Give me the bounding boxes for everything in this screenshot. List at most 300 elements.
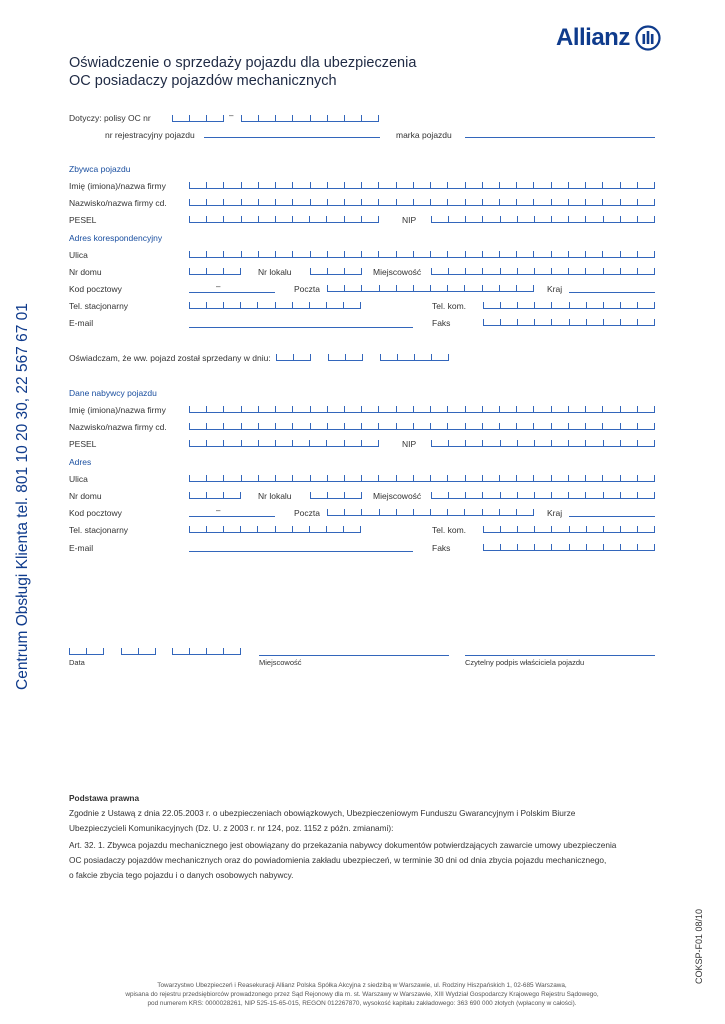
box-divider xyxy=(223,302,224,309)
buyer-country-field[interactable] xyxy=(569,516,655,517)
box-divider xyxy=(551,199,552,206)
box-divider xyxy=(654,492,655,499)
box-divider xyxy=(533,251,534,258)
box-divider xyxy=(258,475,259,482)
box-divider xyxy=(189,648,190,655)
box-divider xyxy=(344,509,345,516)
box-divider xyxy=(620,182,621,189)
box-divider xyxy=(602,199,603,206)
seller-fax-label: Faks xyxy=(432,318,451,328)
box-divider xyxy=(568,251,569,258)
box-divider xyxy=(551,268,552,275)
page-title: Oświadczenie o sprzedaży pojazdu dla ubezpieczenia OC posiadaczy pojazdów mechanicznych xyxy=(69,55,417,89)
box-divider xyxy=(344,115,345,122)
buyer-street-boxes[interactable] xyxy=(189,474,655,482)
box-divider xyxy=(654,423,655,430)
box-divider xyxy=(275,199,276,206)
box-divider xyxy=(516,475,517,482)
buyer-name-label: Imię (imiona)/nazwa firmy xyxy=(69,405,166,415)
box-divider xyxy=(257,526,258,533)
buyer-phone-boxes[interactable] xyxy=(189,525,361,533)
buyer-house-boxes[interactable] xyxy=(189,491,241,499)
box-divider xyxy=(500,492,501,499)
box-divider xyxy=(413,285,414,292)
box-divider xyxy=(551,423,552,430)
box-divider xyxy=(189,199,190,206)
buyer-flat-boxes[interactable] xyxy=(310,491,362,499)
box-divider xyxy=(637,423,638,430)
box-divider xyxy=(620,268,621,275)
box-divider xyxy=(206,251,207,258)
policy-number-part1-boxes[interactable] xyxy=(172,114,224,122)
box-divider xyxy=(345,354,346,361)
box-divider xyxy=(344,285,345,292)
box-divider xyxy=(223,216,224,223)
box-divider xyxy=(361,251,362,258)
box-divider xyxy=(380,354,381,361)
box-divider xyxy=(223,115,224,122)
buyer-house-label: Nr domu xyxy=(69,491,102,501)
seller-flat-boxes[interactable] xyxy=(310,267,362,275)
box-divider xyxy=(206,268,207,275)
box-divider xyxy=(516,509,517,516)
box-divider xyxy=(189,423,190,430)
box-divider xyxy=(309,526,310,533)
box-divider xyxy=(343,526,344,533)
reg-number-field[interactable] xyxy=(204,137,380,138)
box-divider xyxy=(516,182,517,189)
box-divider xyxy=(378,423,379,430)
box-divider xyxy=(275,406,276,413)
box-divider xyxy=(327,199,328,206)
box-divider xyxy=(517,216,518,223)
box-divider xyxy=(293,354,294,361)
box-divider xyxy=(637,182,638,189)
box-divider xyxy=(654,199,655,206)
policy-label: Dotyczy: polisy OC nr xyxy=(69,113,151,123)
box-divider xyxy=(585,440,586,447)
box-divider xyxy=(206,526,207,533)
box-divider xyxy=(361,115,362,122)
signature-place-label: Miejscowość xyxy=(259,658,302,667)
box-divider xyxy=(310,354,311,361)
vehicle-make-field[interactable] xyxy=(465,137,655,138)
seller-house-boxes[interactable] xyxy=(189,267,241,275)
box-divider xyxy=(206,216,207,223)
signature-date-day-boxes[interactable] xyxy=(69,647,104,655)
box-divider xyxy=(189,440,190,447)
box-divider xyxy=(465,199,466,206)
box-divider xyxy=(637,526,638,533)
box-divider xyxy=(585,406,586,413)
box-divider xyxy=(430,199,431,206)
box-divider xyxy=(533,423,534,430)
box-divider xyxy=(241,475,242,482)
box-divider xyxy=(430,406,431,413)
box-divider xyxy=(430,285,431,292)
box-divider xyxy=(464,285,465,292)
box-divider xyxy=(327,406,328,413)
box-divider xyxy=(240,268,241,275)
sale-date-day-boxes[interactable] xyxy=(276,353,311,361)
seller-pesel-boxes[interactable] xyxy=(189,215,379,223)
signature-date-label: Data xyxy=(69,658,85,667)
box-divider xyxy=(309,302,310,309)
box-divider xyxy=(603,302,604,309)
box-divider xyxy=(586,526,587,533)
box-divider xyxy=(637,544,638,551)
box-divider xyxy=(413,251,414,258)
box-divider xyxy=(275,216,276,223)
box-divider xyxy=(585,475,586,482)
box-divider xyxy=(414,354,415,361)
box-divider xyxy=(326,302,327,309)
signature-label: Czytelny podpis właściciela pojazdu xyxy=(465,658,585,667)
box-divider xyxy=(257,302,258,309)
box-divider xyxy=(396,182,397,189)
box-divider xyxy=(551,440,552,447)
box-divider xyxy=(448,440,449,447)
box-divider xyxy=(258,115,259,122)
seller-post-boxes[interactable] xyxy=(327,284,534,292)
form-code: COKSP-F01 08/10 xyxy=(694,908,704,984)
box-divider xyxy=(292,302,293,309)
seller-postcode-field[interactable] xyxy=(189,292,275,293)
box-divider xyxy=(327,268,328,275)
box-divider xyxy=(327,182,328,189)
box-divider xyxy=(361,199,362,206)
seller-surname-label: Nazwisko/nazwa firmy cd. xyxy=(69,198,167,208)
buyer-surname-boxes[interactable] xyxy=(189,422,655,430)
signature-field[interactable] xyxy=(465,655,655,656)
box-divider xyxy=(413,406,414,413)
box-divider xyxy=(465,475,466,482)
buyer-fax-label: Faks xyxy=(432,543,451,553)
box-divider xyxy=(327,423,328,430)
box-divider xyxy=(483,302,484,309)
buyer-email-label: E-mail xyxy=(69,543,94,553)
seller-country-field[interactable] xyxy=(569,292,655,293)
box-divider xyxy=(413,509,414,516)
reg-number-label: nr rejestracyjny pojazdu xyxy=(105,130,195,140)
box-divider xyxy=(241,406,242,413)
box-divider xyxy=(551,182,552,189)
box-divider xyxy=(517,302,518,309)
seller-phone-label: Tel. stacjonarny xyxy=(69,301,129,311)
box-divider xyxy=(378,440,379,447)
box-divider xyxy=(499,475,500,482)
buyer-surname-label: Nazwisko/nazwa firmy cd. xyxy=(69,422,167,432)
box-divider xyxy=(447,509,448,516)
seller-name-label: Imię (imiona)/nazwa firmy xyxy=(69,181,166,191)
signature-date-month-boxes[interactable] xyxy=(121,647,156,655)
box-divider xyxy=(483,319,484,326)
box-divider xyxy=(447,475,448,482)
box-divider xyxy=(310,492,311,499)
buyer-street-label: Ulica xyxy=(69,474,88,484)
buyer-fax-boxes[interactable] xyxy=(483,543,655,551)
box-divider xyxy=(396,423,397,430)
box-divider xyxy=(568,475,569,482)
box-divider xyxy=(568,492,569,499)
box-divider xyxy=(378,251,379,258)
box-divider xyxy=(551,216,552,223)
box-divider xyxy=(206,182,207,189)
buyer-city-label: Miejscowość xyxy=(373,491,422,501)
box-divider xyxy=(69,648,70,655)
policy-number-part2-boxes[interactable] xyxy=(241,114,379,122)
allianz-eagle-icon xyxy=(635,25,661,51)
box-divider xyxy=(533,406,534,413)
box-divider xyxy=(223,406,224,413)
buyer-post-boxes[interactable] xyxy=(327,508,534,516)
seller-fax-boxes[interactable] xyxy=(483,318,655,326)
buyer-mobile-label: Tel. kom. xyxy=(432,525,467,535)
signature-date-year-boxes[interactable] xyxy=(172,647,241,655)
box-divider xyxy=(637,406,638,413)
box-divider xyxy=(431,492,432,499)
sale-date-month-boxes[interactable] xyxy=(328,353,363,361)
box-divider xyxy=(241,423,242,430)
box-divider xyxy=(637,492,638,499)
box-divider xyxy=(534,302,535,309)
box-divider xyxy=(516,199,517,206)
box-divider xyxy=(189,406,190,413)
box-divider xyxy=(551,492,552,499)
box-divider xyxy=(189,115,190,122)
buyer-postcode-field[interactable] xyxy=(189,516,275,517)
box-divider xyxy=(275,302,276,309)
box-divider xyxy=(568,406,569,413)
box-divider xyxy=(327,509,328,516)
box-divider xyxy=(620,423,621,430)
box-divider xyxy=(568,440,569,447)
box-divider xyxy=(275,526,276,533)
seller-nip-label: NIP xyxy=(402,215,417,225)
box-divider xyxy=(517,440,518,447)
box-divider xyxy=(585,268,586,275)
box-divider xyxy=(344,251,345,258)
box-divider xyxy=(206,302,207,309)
box-divider xyxy=(551,251,552,258)
box-divider xyxy=(189,268,190,275)
box-divider xyxy=(378,475,379,482)
buyer-email-field[interactable] xyxy=(189,551,413,552)
box-divider xyxy=(206,492,207,499)
buyer-postcode-label: Kod pocztowy xyxy=(69,508,122,518)
box-divider xyxy=(223,423,224,430)
box-divider xyxy=(430,251,431,258)
box-divider xyxy=(344,423,345,430)
box-divider xyxy=(465,216,466,223)
box-divider xyxy=(396,406,397,413)
box-divider xyxy=(206,406,207,413)
box-divider xyxy=(378,115,379,122)
buyer-flat-label: Nr lokalu xyxy=(258,491,292,501)
box-divider xyxy=(344,199,345,206)
box-divider xyxy=(378,199,379,206)
box-divider xyxy=(241,115,242,122)
box-divider xyxy=(517,492,518,499)
box-divider xyxy=(379,285,380,292)
seller-street-label: Ulica xyxy=(69,250,88,260)
box-divider xyxy=(378,216,379,223)
box-divider xyxy=(431,440,432,447)
box-divider xyxy=(620,544,621,551)
box-divider xyxy=(654,526,655,533)
buyer-mobile-boxes[interactable] xyxy=(483,525,655,533)
box-divider xyxy=(602,251,603,258)
box-divider xyxy=(206,440,207,447)
box-divider xyxy=(533,182,534,189)
box-divider xyxy=(637,440,638,447)
box-divider xyxy=(516,285,517,292)
allianz-logo xyxy=(556,22,661,54)
box-divider xyxy=(637,199,638,206)
box-divider xyxy=(155,648,156,655)
box-divider xyxy=(654,268,655,275)
box-divider xyxy=(465,492,466,499)
box-divider xyxy=(568,182,569,189)
sale-date-year-boxes[interactable] xyxy=(380,353,449,361)
seller-surname-boxes[interactable] xyxy=(189,198,655,206)
box-divider xyxy=(310,182,311,189)
box-divider xyxy=(465,406,466,413)
box-divider xyxy=(533,199,534,206)
sale-declaration-label: Oświadczam, że ww. pojazd został sprzedany w dniu: xyxy=(69,353,271,363)
box-divider xyxy=(343,302,344,309)
box-divider xyxy=(551,526,552,533)
box-divider xyxy=(602,423,603,430)
box-divider xyxy=(121,648,122,655)
box-divider xyxy=(482,182,483,189)
box-divider xyxy=(447,182,448,189)
seller-email-field[interactable] xyxy=(189,327,413,328)
box-divider xyxy=(569,544,570,551)
box-divider xyxy=(189,475,190,482)
box-divider xyxy=(292,440,293,447)
box-divider xyxy=(240,648,241,655)
box-divider xyxy=(430,423,431,430)
box-divider xyxy=(448,354,449,361)
box-divider xyxy=(396,509,397,516)
legal-basis: Podstawa prawna Zgodnie z Ustawą z dnia 22.05.2003 r. o ubezpieczeniach obowiązkowych, Ubezpieczeniowym Funduszu Gwarancyjnym i Polskim Biurze Ubezpieczycieli Komunikacyjnych (Dz. U. z 2003 r. nr 124, poz. 1152 z późn. zmianami): Art. 32. 1. Zbywca pojazdu mechanicznego jest obowiązany do przekazania nabywcy dokumentów potwierdzających zawarcie umowy ubezpieczenia OC posiadaczy pojazdów mechanicznych oraz do powiadomienia zakładu ubezpieczeń, w terminie 30 dni od dnia zbycia pojazdu mechanicznego, o fakcie zbycia tego pojazdu i o danych osobowych nabywcy. xyxy=(69,793,617,880)
box-divider xyxy=(275,440,276,447)
seller-post-label: Poczta xyxy=(294,284,320,294)
box-divider xyxy=(86,648,87,655)
buyer-address-heading: Adres xyxy=(69,457,92,467)
box-divider xyxy=(310,115,311,122)
box-divider xyxy=(654,475,655,482)
box-divider xyxy=(447,423,448,430)
box-divider xyxy=(326,216,327,223)
box-divider xyxy=(637,251,638,258)
box-divider xyxy=(310,406,311,413)
seller-pesel-label: PESEL xyxy=(69,215,97,225)
box-divider xyxy=(431,354,432,361)
buyer-pesel-boxes[interactable] xyxy=(189,439,379,447)
box-divider xyxy=(241,251,242,258)
box-divider xyxy=(448,216,449,223)
seller-country-label: Kraj xyxy=(547,284,563,294)
box-divider xyxy=(292,251,293,258)
box-divider xyxy=(534,492,535,499)
seller-house-label: Nr domu xyxy=(69,267,102,277)
buyer-name-boxes[interactable] xyxy=(189,405,655,413)
box-divider xyxy=(241,199,242,206)
box-divider xyxy=(654,406,655,413)
box-divider xyxy=(534,526,535,533)
seller-name-boxes[interactable] xyxy=(189,181,655,189)
box-divider xyxy=(603,492,604,499)
box-divider xyxy=(517,319,518,326)
box-divider xyxy=(517,526,518,533)
box-divider xyxy=(447,199,448,206)
buyer-pesel-label: PESEL xyxy=(69,439,97,449)
seller-street-boxes[interactable] xyxy=(189,250,655,258)
box-divider xyxy=(500,302,501,309)
box-divider xyxy=(310,268,311,275)
box-divider xyxy=(500,526,501,533)
buyer-postcode-dash: – xyxy=(216,506,221,515)
box-divider xyxy=(361,475,362,482)
box-divider xyxy=(241,182,242,189)
box-divider xyxy=(499,423,500,430)
seller-city-boxes[interactable] xyxy=(431,267,655,275)
box-divider xyxy=(138,648,139,655)
box-divider xyxy=(310,199,311,206)
seller-mobile-boxes[interactable] xyxy=(483,301,655,309)
box-divider xyxy=(551,475,552,482)
buyer-city-boxes[interactable] xyxy=(431,491,655,499)
buyer-nip-boxes[interactable] xyxy=(431,439,655,447)
box-divider xyxy=(189,492,190,499)
signature-place-field[interactable] xyxy=(259,655,449,656)
box-divider xyxy=(327,475,328,482)
box-divider xyxy=(361,216,362,223)
box-divider xyxy=(534,544,535,551)
box-divider xyxy=(654,251,655,258)
box-divider xyxy=(447,406,448,413)
box-divider xyxy=(327,285,328,292)
box-divider xyxy=(654,216,655,223)
box-divider xyxy=(569,319,570,326)
seller-postcode-dash: – xyxy=(216,282,221,291)
box-divider xyxy=(361,285,362,292)
box-divider xyxy=(361,423,362,430)
box-divider xyxy=(482,423,483,430)
box-divider xyxy=(396,199,397,206)
box-divider xyxy=(292,423,293,430)
box-divider xyxy=(431,268,432,275)
box-divider xyxy=(258,423,259,430)
seller-nip-boxes[interactable] xyxy=(431,215,655,223)
seller-phone-boxes[interactable] xyxy=(189,301,361,309)
buyer-post-label: Poczta xyxy=(294,508,320,518)
box-divider xyxy=(516,406,517,413)
box-divider xyxy=(499,182,500,189)
buyer-country-label: Kraj xyxy=(547,508,563,518)
box-divider xyxy=(189,251,190,258)
box-divider xyxy=(499,251,500,258)
box-divider xyxy=(258,440,259,447)
box-divider xyxy=(483,544,484,551)
box-divider xyxy=(551,302,552,309)
box-divider xyxy=(223,199,224,206)
box-divider xyxy=(310,251,311,258)
box-divider xyxy=(500,268,501,275)
box-divider xyxy=(206,648,207,655)
